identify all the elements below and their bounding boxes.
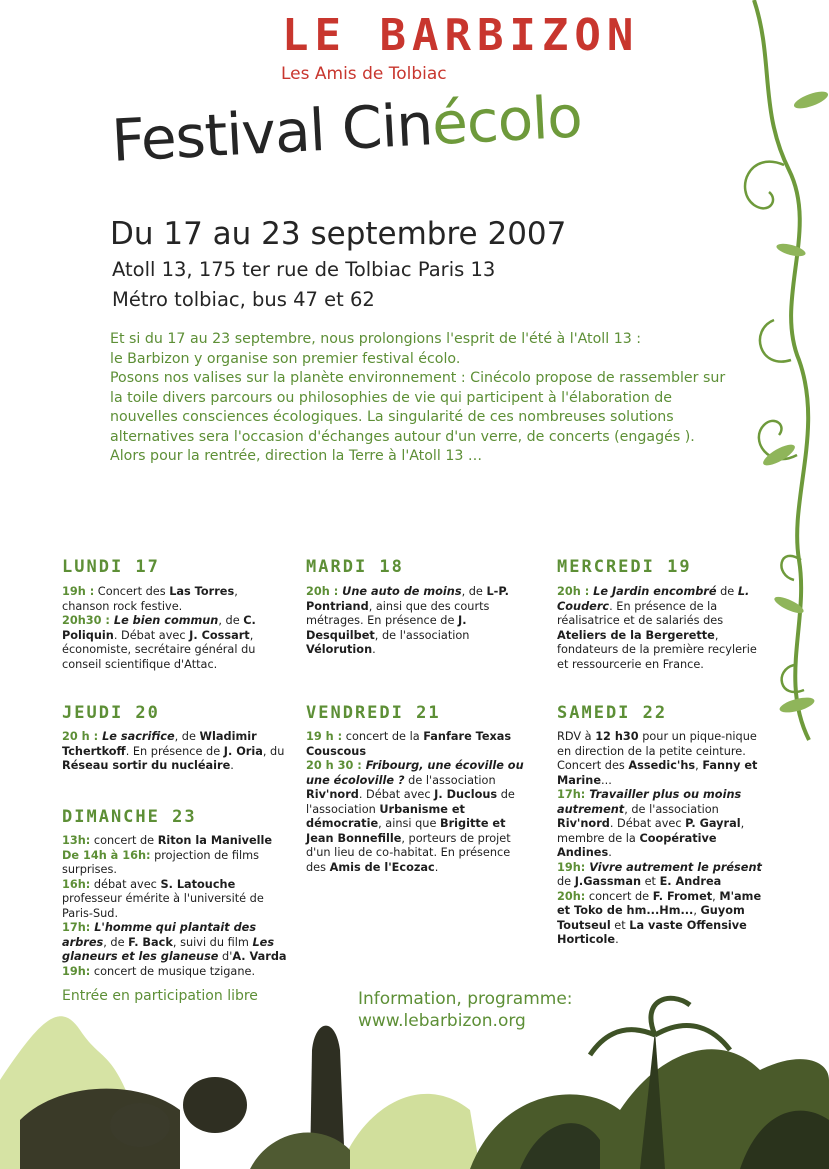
title-part-dark: Festival Cin — [109, 90, 434, 175]
day-heading-lundi: LUNDI 17 — [62, 557, 160, 577]
intro-line: Posons nos valises sur la planète environnement : Cinécolo propose de rassembler sur la toile divers parcours ou philosophies de vie qui participent à l'élaboration de nouvelles consciences écologiques. La singularité de ces nombreuses solutions alternatives sera l'occasion d'échanges autour d'un verre, de concerts (engagés ). — [110, 370, 726, 445]
event-place: Atoll 13, 175 ter rue de Tolbiac Paris 13 — [112, 258, 496, 281]
day-heading-dimanche: DIMANCHE 23 — [62, 807, 197, 827]
info-label: Information, programme: — [358, 989, 573, 1009]
info-block — [358, 988, 573, 1032]
entry-note: Entrée en participation libre — [62, 988, 258, 1004]
day-heading-vendredi: VENDREDI 21 — [306, 703, 441, 723]
website-link[interactable]: www.lebarbizon.org — [358, 1011, 526, 1031]
brand-logo: LE BARBIZON — [282, 10, 640, 61]
day-heading-jeudi: JEUDI 20 — [62, 703, 160, 723]
program-samedi: RDV à 12 h30 pour un pique-nique en direction de la petite ceinture. Concert des Assedic'hs, Fanny et Marine... 17h: Travailler plus ou moins autrement, de l'association Riv'nord. Débat avec P. Gayral, membre de la Coopérative Andines. 19h: Vivre autrement le présent de J.Gassman et E. Andrea 20h: concert de F. Fromet, M'ame et Toko de hm...Hm..., Guyom Toutseul et La vaste Offensive Horticole. — [557, 730, 762, 946]
day-heading-mercredi: MERCREDI 19 — [557, 557, 692, 577]
day-heading-samedi: SAMEDI 22 — [557, 703, 668, 723]
title-part-green: écolo — [430, 82, 584, 159]
program-vendredi: 19 h : concert de la Fanfare Texas Couscous 20 h 30 : Fribourg, une écoville ou une écoloville ? de l'association Riv'nord. Débat avec J. Duclous de l'association Urbanisme et démocratie, ainsi que Brigitte et Jean Bonnefille, porteurs de projet d'un lieu de co-habitat. En présence des Amis de l'Ecozac. — [306, 730, 524, 874]
intro-line: le Barbizon y organise son premier festival écolo. — [110, 350, 461, 367]
program-lundi: 19h : Concert des Las Torres, chanson rock festive. 20h30 : Le bien commun, de C. Poliquin. Débat avec J. Cossart, économiste, secrétaire général du conseil scientifique d'Attac. — [62, 585, 256, 671]
event-metro: Métro tolbiac, bus 47 et 62 — [112, 288, 375, 311]
program-jeudi: 20 h : Le sacrifice, de Wladimir Tchertkoff. En présence de J. Oria, du Réseau sortir du nucléaire. — [62, 730, 285, 772]
program-dimanche: 13h: concert de Riton la Manivelle De 14h à 16h: projection de films surprises. 16h: débat avec S. Latouche professeur émérite à l'université de Paris-Sud. 17h: L'homme qui plantait des arbres, de F. Back, suivi du film Les glaneurs et les glaneuse d'A. Varda 19h: concert de musique tzigane. — [62, 834, 287, 978]
event-dates: Du 17 au 23 septembre 2007 — [110, 216, 567, 252]
intro-text — [110, 330, 730, 467]
intro-line: Et si du 17 au 23 septembre, nous prolongions l'esprit de l'été à l'Atoll 13 : — [110, 331, 642, 347]
intro-line: Alors pour la rentrée, direction la Terre à l'Atoll 13 … — [110, 448, 483, 464]
program-mercredi: 20h : Le Jardin encombré de L. Couderc. En présence de la réalisatrice et de salariés des Ateliers de la Bergerette, fondateurs de la première recylerie et ressourcerie en France. — [557, 585, 757, 671]
program-mardi: 20h : Une auto de moins, de L-P. Pontriand, ainsi que des courts métrages. En présence de J. Desquilbet, de l'association Vélorution. — [306, 585, 509, 656]
festival-title — [110, 83, 583, 174]
day-heading-mardi: MARDI 18 — [306, 557, 404, 577]
brand-subtitle: Les Amis de Tolbiac — [281, 64, 447, 84]
